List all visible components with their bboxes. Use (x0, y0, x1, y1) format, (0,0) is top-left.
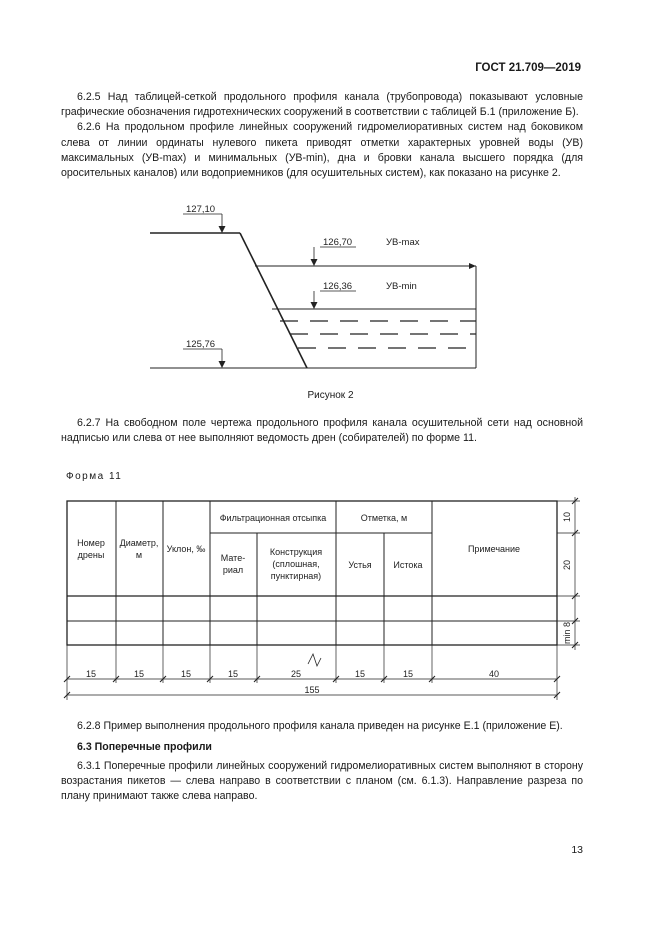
header-construction-line3: пунктирная) (270, 571, 322, 581)
mark-126-70: 126,70 (323, 237, 353, 248)
paragraph-block-top (61, 90, 583, 181)
form-11-table (0, 490, 661, 705)
row-height-header-bottom: 20 (562, 559, 572, 571)
header-filter: Фильтрационная отсыпка (219, 513, 327, 523)
col-width-7: 15 (402, 669, 414, 679)
col-width-1: 15 (85, 669, 97, 679)
label-uv-max: УВ-max (386, 237, 420, 248)
paragraph-6-2-6: 6.2.6 На продольном профиле линейных сооружений гидромелиоративных систем над боковиком слева от линии ординаты нулевого пикета приводят отметки характерных уровней воды (УВ) максимальных (УВ-max) и минимальных (УВ-min), дна и бровки канала высшего порядка (для оросительных каналов) или водоприемников (для осушительных систем), как показано на рисунке 2. (61, 121, 583, 180)
arrow-uv-max (311, 259, 318, 266)
col-width-8: 40 (488, 669, 500, 679)
paragraph-6-2-7: 6.2.7 На свободном поле чертежа продольного профиля канала осушительной сети над основной надписью или слева от нее выполняют ведомость дрен (собирателей) по форме 11. (61, 417, 583, 445)
col-width-3: 15 (180, 669, 192, 679)
header-construction-line2: (сплошная, (272, 559, 320, 569)
col-width-5: 25 (290, 669, 302, 679)
row-height-header-top: 10 (562, 511, 572, 523)
label-uv-min: УВ-min (386, 281, 417, 292)
mark-127-10: 127,10 (186, 204, 216, 215)
header-note: Примечание (467, 544, 521, 554)
paragraph-6-3-1: 6.3.1 Поперечные профили линейных сооружений гидромелиоративных систем выполняют в сторону возрастания пикетов — слева направо в соответствии с планом (см. 6.1.3). Направление разреза по плану принимают также слева направо. (61, 760, 583, 803)
col-width-6: 15 (354, 669, 366, 679)
paragraph-block-mid (61, 416, 583, 446)
header-slope: Уклон, ‰ (166, 544, 206, 554)
col-width-2: 15 (133, 669, 145, 679)
header-drain-number-line1: Номер (77, 538, 105, 548)
form-11-label: Форма 11 (66, 471, 123, 482)
col-width-4: 15 (227, 669, 239, 679)
header-mouth: Устья (348, 560, 372, 570)
header-diameter-line1: Диаметр, (119, 538, 159, 548)
header-drain-number-line2: дрены (77, 550, 105, 560)
header-diameter-line2: м (135, 550, 143, 560)
paragraph-6-2-8: 6.2.8 Пример выполнения продольного профиля канала приведен на рисунке Е.1 (приложение Е). (77, 720, 563, 732)
header-source: Истока (393, 560, 423, 570)
paragraph-block-628 (61, 719, 583, 734)
figure-2-caption: Рисунок 2 (307, 390, 354, 401)
mark-125-76: 125,76 (186, 339, 216, 350)
arrow-bottom-mark (219, 361, 226, 368)
paragraph-block-bottom (61, 759, 583, 805)
arrow-uv-min (311, 302, 318, 309)
arrow-right-edge (469, 263, 476, 269)
total-width: 155 (304, 685, 320, 695)
row-height-body: min 8 (562, 621, 572, 645)
document-header: ГОСТ 21.709—2019 (475, 62, 581, 74)
paragraph-6-2-5: 6.2.5 Над таблицей-сеткой продольного профиля канала (трубопровода) показывают условные графические обозначения гидротехнических сооружений в соответствии с таблицей Б.1 (приложение Б). (61, 91, 583, 119)
header-construction-line1: Конструкция (269, 547, 323, 557)
section-heading-6-3: 6.3 Поперечные профили (77, 741, 212, 753)
channel-slope (240, 233, 307, 368)
header-mark: Отметка, м (360, 513, 408, 523)
header-material-line1: Мате- (220, 553, 246, 563)
page-number: 13 (571, 844, 583, 856)
arrow-top-mark (219, 226, 226, 233)
header-material-line2: риал (222, 565, 244, 575)
figure-2-drawing (0, 195, 661, 380)
mark-126-36: 126,36 (323, 281, 353, 292)
